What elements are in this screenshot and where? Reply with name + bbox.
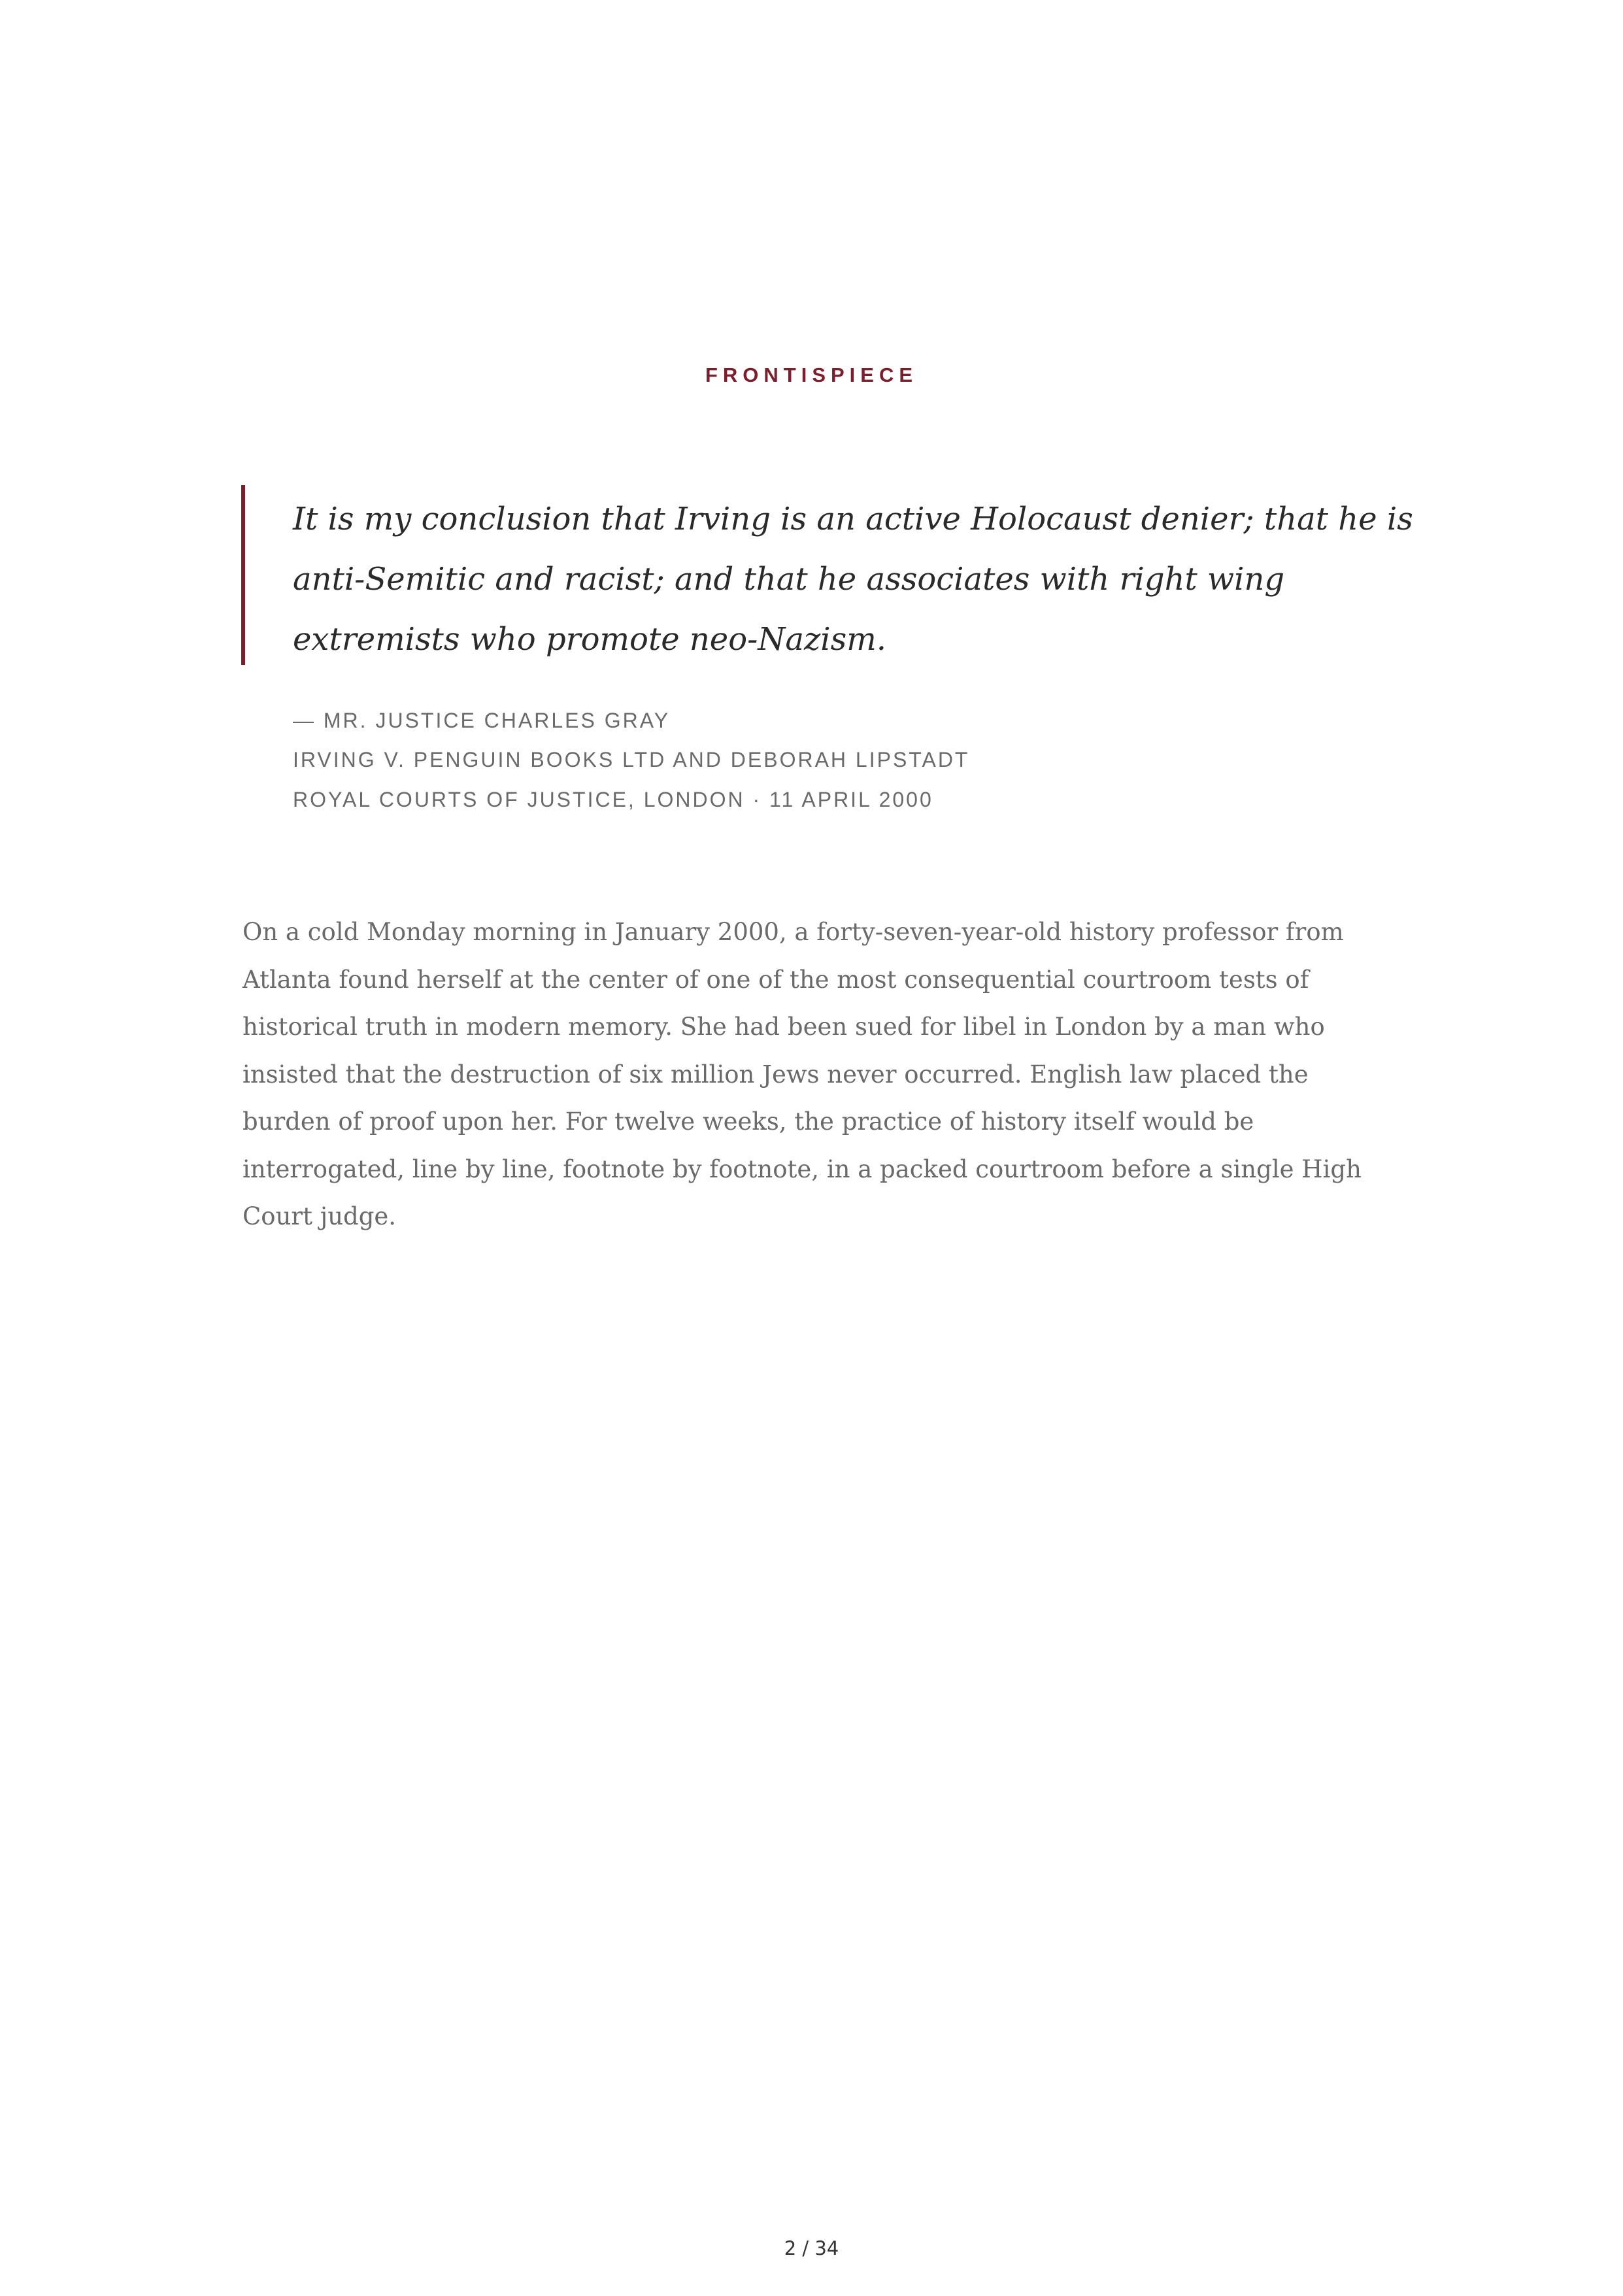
page-number: 2 / 34 <box>784 2237 839 2259</box>
epigraph-attribution-place-date: ROYAL COURTS OF JUSTICE, LONDON · 11 APRIL 2000 <box>293 788 933 811</box>
quote-accent-bar <box>241 485 245 665</box>
section-label: FRONTISPIECE <box>705 363 918 386</box>
epigraph-attribution-case: IRVING V. PENGUIN BOOKS LTD AND DEBORAH LIPSTADT <box>293 748 970 771</box>
body-paragraph: On a cold Monday morning in January 2000, a forty-seven-year-old history professor from Atlanta found herself at the center of one of the most consequential courtroom tests of historical truth in modern memory. She had been sued for libel in London by a man who insisted that the destruction of six million Jews never occurred. English law placed the burden of proof upon her. For twelve weeks, the practice of history itself would be interrogated, line by line, footnote by footnote, in a packed courtroom before a single High Court judge. <box>243 918 1362 1230</box>
epigraph-attribution-name: — MR. JUSTICE CHARLES GRAY <box>293 709 671 732</box>
epigraph-quote: It is my conclusion that Irving is an active Holocaust denier; that he is anti-Semitic and racist; and that he associates with right wing extremists who promote neo-Nazism. <box>293 501 1413 658</box>
